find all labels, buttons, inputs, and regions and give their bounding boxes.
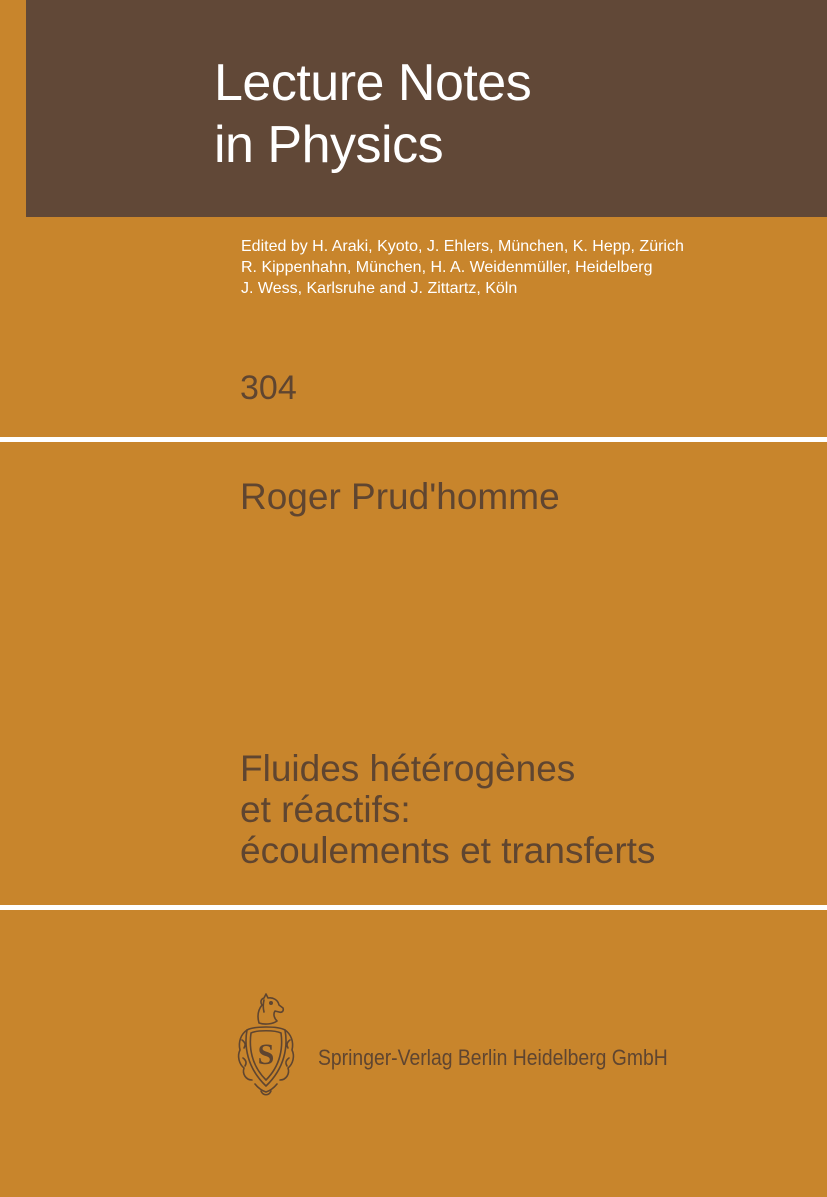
publisher-name: Springer-Verlag Berlin Heidelberg GmbH [318,1045,668,1070]
editors-block [241,236,684,299]
book-title [240,748,655,871]
book-title-line-1: Fluides hétérogènes [240,748,576,789]
editors-line-2: R. Kippenhahn, München, H. A. Weidenmüller, Heidelberg [241,259,653,276]
editors-line-1: Edited by H. Araki, Kyoto, J. Ehlers, München, K. Hepp, Zürich [241,238,684,255]
book-title-line-3: écoulements et transferts [240,830,656,871]
series-title-line-1: Lecture Notes [214,54,532,112]
logo-letter: S [257,1038,275,1071]
volume-number: 304 [240,369,297,407]
series-title [214,52,531,176]
divider-bottom [0,905,827,910]
series-title-line-2: in Physics [214,116,444,174]
divider-top [0,437,827,442]
book-title-line-2: et réactifs: [240,789,411,830]
springer-knight-logo-icon [233,990,299,1100]
author-name: Roger Prud'homme [240,476,560,517]
editors-line-3: J. Wess, Karlsruhe and J. Zittartz, Köln [241,280,518,297]
